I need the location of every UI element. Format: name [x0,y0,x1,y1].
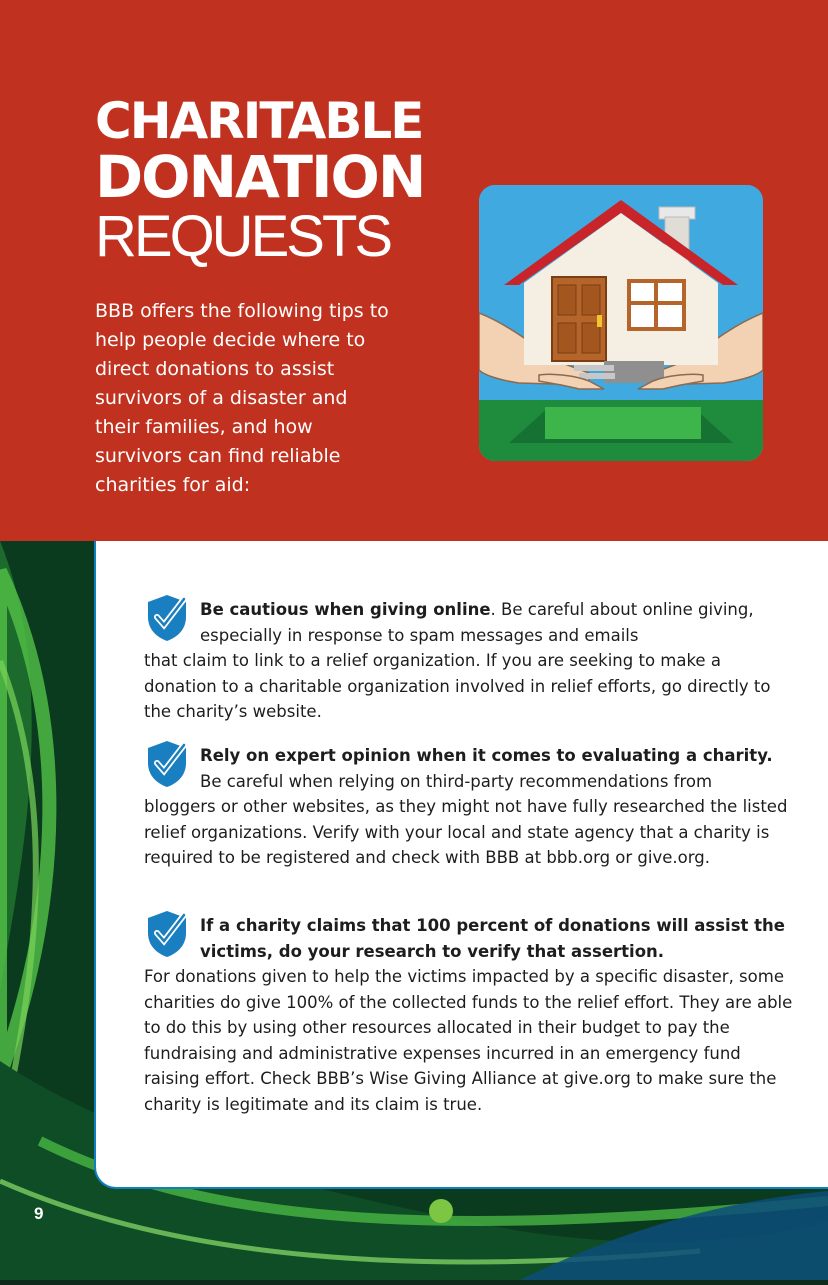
shield-check-icon [144,593,190,643]
tip-heading: Be cautious when giving online [200,600,491,619]
intro-text: BBB offers the following tips to help people decide where to direct donations to assist survivors of a disaster and their families, and how survivors can find reliable charities for aid: [95,300,389,496]
tip-item [144,743,794,871]
tip-heading: If a charity claims that 100 percent of donations will assist the victims, do your research to verify that assertion. [200,916,785,961]
title-line-3: REQUESTS [95,204,391,269]
tip-body-first: . Be careful about online giving, especially in response to spam messages and emails [200,600,754,645]
shield-check-icon [144,739,190,789]
page-number: 9 [34,1204,44,1223]
tip-heading: Rely on expert opinion when it comes to evaluating a charity. [200,746,773,765]
title-line-1: CHARITABLE [95,92,423,150]
tip-body: that claim to link to a relief organization. If you are seeking to make a donation to a charitable organization involved in relief efforts, go directly to the charity’s website. [144,651,771,721]
tip-body: For donations given to help the victims impacted by a specific disaster, some charities do give 100% of the collected funds to the relief effort. They are able to do this by using other resources allocated in their budget to pay the fundraising and administrative expenses incurred in an emergency fund raising effort. Check BBB’s Wise Giving Alliance at give.org to make sure the charity is legitimate and its claim is true. [144,967,793,1114]
tip-item [144,913,794,1117]
tip-body-first: Be careful when relying on third-party recommendations from [200,771,713,791]
header-banner [0,0,828,541]
house-in-hands-icon [479,185,763,461]
tip-item [144,597,794,725]
tip-body: bloggers or other websites, as they might not have fully researched the listed relief organizations. Verify with your local and state agency that a charity is required to be registered and check with BBB at bbb.org or give.org. [144,797,788,867]
title-line-2: DONATION [95,143,425,211]
shield-check-icon [144,909,190,959]
